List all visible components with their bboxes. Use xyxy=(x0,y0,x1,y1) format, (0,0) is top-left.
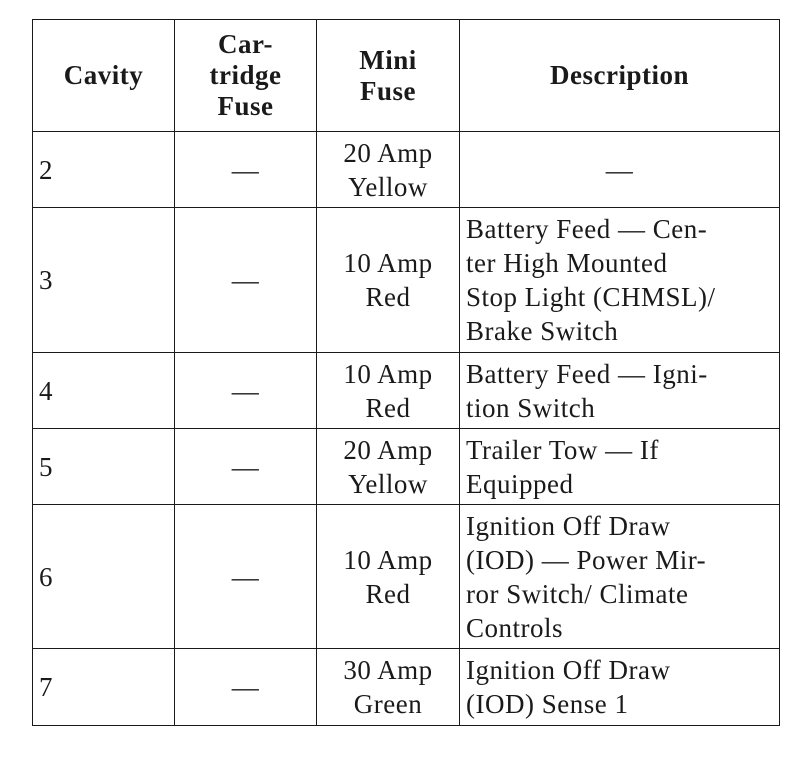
header-cartridge-line: Car- xyxy=(218,29,273,59)
cell-description: — xyxy=(460,132,780,208)
cell-cavity: 6 xyxy=(33,505,175,649)
table-row xyxy=(33,505,780,649)
cell-cartridge-fuse: — xyxy=(175,353,317,429)
header-mini-line: Fuse xyxy=(360,75,416,106)
table-row xyxy=(33,649,780,726)
table-header-row xyxy=(33,20,780,132)
cell-cavity: 3 xyxy=(33,208,175,353)
header-cartridge-fuse xyxy=(175,20,317,132)
table-row xyxy=(33,429,780,505)
cell-description: Battery Feed — Cen- ter High Mounted Stop Light (CHMSL)/ Brake Switch xyxy=(460,208,780,353)
fuse-table xyxy=(32,19,780,726)
cell-description: Trailer Tow — If Equipped xyxy=(460,429,780,505)
cell-description: Battery Feed — Igni- tion Switch xyxy=(460,353,780,429)
table-row xyxy=(33,208,780,353)
header-cartridge-line: Fuse xyxy=(217,91,274,121)
table-row xyxy=(33,132,780,208)
cell-cavity: 4 xyxy=(33,353,175,429)
cell-cartridge-fuse: — xyxy=(175,429,317,505)
cell-cavity: 5 xyxy=(33,429,175,505)
cell-mini-fuse: 20 Amp Yellow xyxy=(317,429,460,505)
cell-mini-fuse: 10 Amp Red xyxy=(317,353,460,429)
table-row xyxy=(33,353,780,429)
cell-description: Ignition Off Draw (IOD) — Power Mir- ror Switch/ Climate Controls xyxy=(460,505,780,649)
cell-cartridge-fuse: — xyxy=(175,208,317,353)
cell-mini-fuse: 10 Amp Red xyxy=(317,505,460,649)
header-mini-fuse xyxy=(317,20,460,132)
cell-cavity: 7 xyxy=(33,649,175,726)
cell-cartridge-fuse: — xyxy=(175,649,317,726)
cell-cavity: 2 xyxy=(33,132,175,208)
cell-cartridge-fuse: — xyxy=(175,505,317,649)
header-description: Description xyxy=(460,20,780,132)
header-mini-line: Mini xyxy=(359,44,417,75)
header-cavity: Cavity xyxy=(33,20,175,132)
header-cartridge-line: tridge xyxy=(209,60,282,90)
cell-mini-fuse: 20 Amp Yellow xyxy=(317,132,460,208)
cell-mini-fuse: 10 Amp Red xyxy=(317,208,460,353)
cell-mini-fuse: 30 Amp Green xyxy=(317,649,460,726)
cell-description: Ignition Off Draw (IOD) Sense 1 xyxy=(460,649,780,726)
cell-cartridge-fuse: — xyxy=(175,132,317,208)
